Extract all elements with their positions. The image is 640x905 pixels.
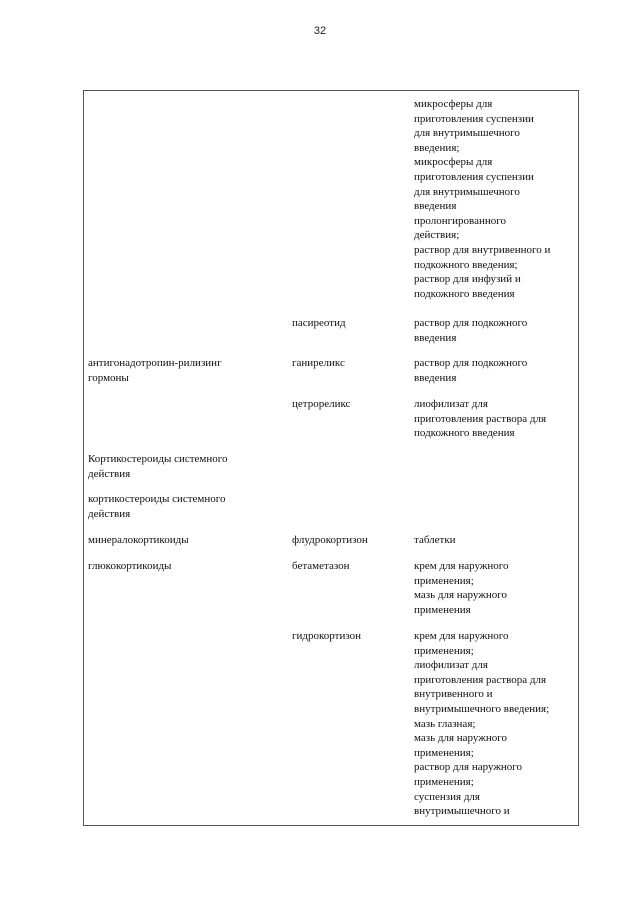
table-cell-dosage-forms: крем для наружного применения; лиофилизат для приготовления раствора для внутривенного и внутримышечного введения; мазь глазная; мазь для наружного применения; раствор для наружного применения; суспензия для внутримышечного и xyxy=(414,630,550,818)
table-cell-dosage-forms: крем для наружного применения; мазь для наружного применения xyxy=(414,560,509,616)
table-cell-dosage-forms: раствор для подкожного введения xyxy=(414,357,528,384)
table-cell-dosage-forms: микросферы для приготовления суспензии для внутримышечного введения; микросферы для приготовления суспензии для внутримышечного введения пролонгированного действия; раствор для внутривенного и подкожного введения; раствор для инфузий и подкожного введения xyxy=(414,98,551,300)
page-number: 32 xyxy=(313,25,327,37)
table-cell-drug-group: минералокортикоиды xyxy=(88,534,189,546)
table-cell-dosage-forms: таблетки xyxy=(414,534,456,546)
table-cell-drug-name: цетрореликс xyxy=(292,398,351,410)
table-cell-drug-name: пасиреотид xyxy=(292,317,346,329)
table-cell-drug-group: кортикостероиды системного действия xyxy=(88,493,226,520)
table-cell-drug-group: глюкокортикоиды xyxy=(88,560,172,572)
table-cell-drug-group: Кортикостероиды системного действия xyxy=(88,453,228,480)
table-cell-drug-name: гидрокортизон xyxy=(292,630,361,642)
table-cell-dosage-forms: раствор для подкожного введения xyxy=(414,317,528,344)
table-cell-drug-name: ганиреликс xyxy=(292,357,345,369)
table-cell-drug-name: флудрокортизон xyxy=(292,534,368,546)
table-cell-drug-name: бетаметазон xyxy=(292,560,350,572)
table-cell-drug-group: антигонадотропин-рилизинг гормоны xyxy=(88,357,222,384)
table-cell-dosage-forms: лиофилизат для приготовления раствора для подкожного введения xyxy=(414,398,546,440)
